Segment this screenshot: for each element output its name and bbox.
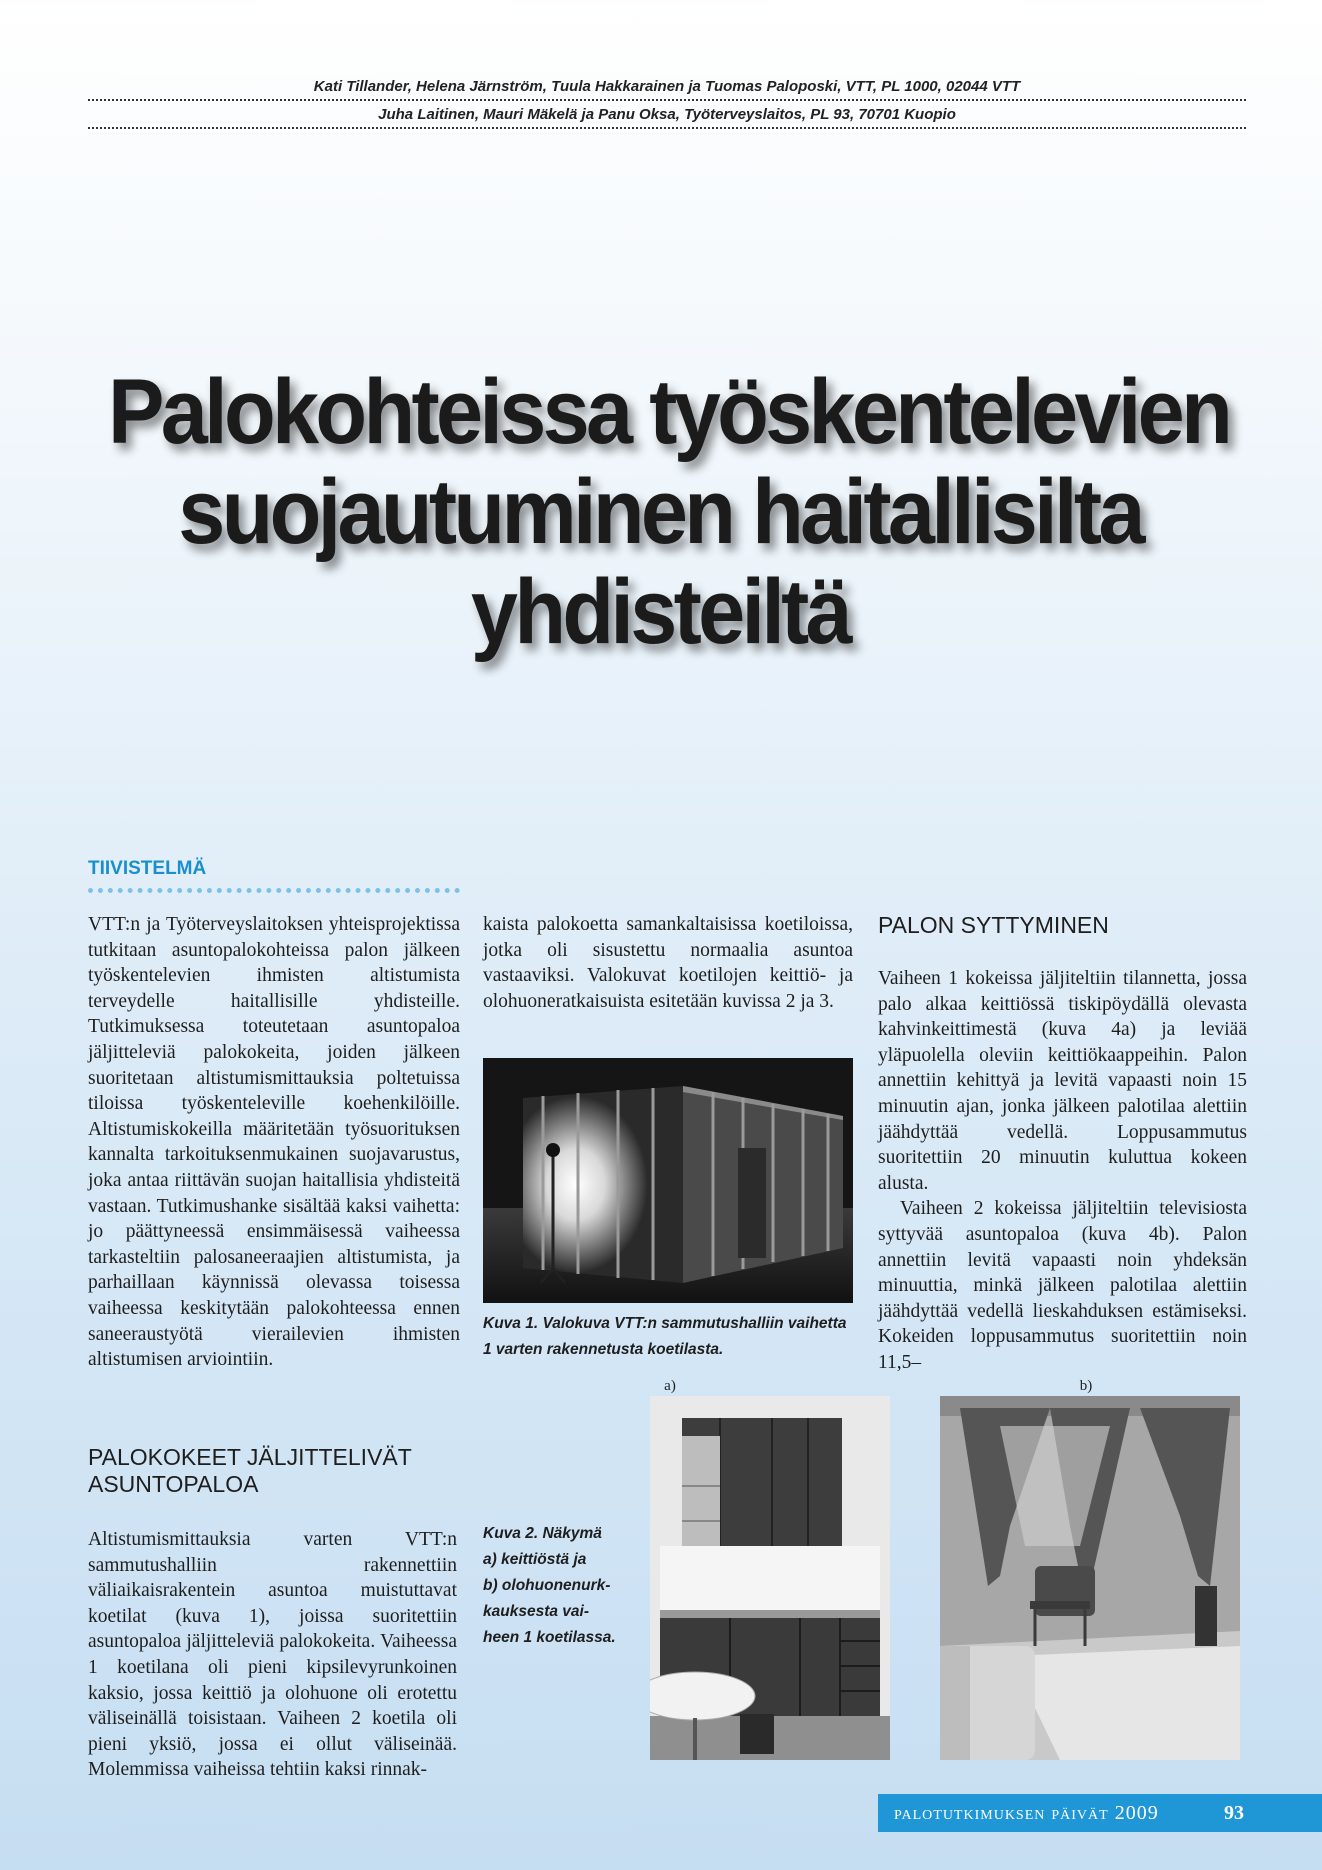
figure-2-caption-line-1: Kuva 2. Näkymä: [483, 1525, 602, 1542]
figure-2b-label: b): [1079, 1378, 1093, 1394]
palon-syttyminen-text: [878, 966, 1247, 1376]
palon-syttyminen-heading: PALON SYTTYMINEN: [878, 912, 1109, 938]
figure-2a-label: a): [664, 1378, 676, 1394]
figure-2-caption-line-5: heen 1 koetilassa.: [483, 1629, 616, 1646]
figure-2b-living-room-photo: [940, 1396, 1240, 1760]
author-line-2: Juha Laitinen, Mauri Mäkelä ja Panu Oksa, Työterveyslaitos, PL 93, 70701 Kuopio: [88, 105, 1246, 129]
page-number: 93: [1224, 1802, 1244, 1824]
figure-2-caption-line-2: a) keittiöstä ja: [483, 1551, 587, 1568]
title-line-3: yhdisteiltä: [470, 561, 850, 663]
figure-1-photo: [483, 1058, 853, 1303]
palokokeet-paragraph: Altistumismittauksia varten VTT:n sammutushalliin rakennettiin väliaikaisrakentein asuntoa muistuttavat koetilat (kuva 1), joissa suoritettiin asuntopaloa jäljitteleviä palokokeita. Vaiheessa 1 koetilana oli pieni kipsilevyrunkoinen kaksio, jossa keittiö ja olohuone oli erotettu väliseinällä toisistaan. Vaiheen 2 koetila oli pieni yksiö, jossa ei ollut väliseinää. Molemmissa vaiheissa tehtiin kaksi rinnak-: [88, 1529, 457, 1781]
figure-2-caption-line-4: kauksesta vai-: [483, 1603, 589, 1620]
palokokeet-heading-line-1: PALOKOKEET JÄLJITTELIVÄT: [88, 1444, 412, 1470]
palon-paragraph-1: Vaiheen 1 kokeissa jäljiteltiin tilannetta, jossa palo alkaa keittiössä tiskipöydällä olevasta kahvinkeittimestä (kuva 4a) ja leviää yläpuolella oleviin keittiökaappeihin. Palon annettiin kehittyä ja levitä vapaasti noin 15 minuutin ajan, jonka jälkeen palotilaa alettiin jäähdyttää vedellä. Loppusammutus suoritettiin 20 minuutin kuluttua kokeen alusta.: [878, 968, 1247, 1194]
author-block: [88, 77, 1246, 133]
title-line-1: Palokohteissa työskentelevien: [108, 361, 1230, 463]
footer-publication: palotutkimuksen päivät 2009: [894, 1802, 1159, 1824]
author-line-1: Kati Tillander, Helena Järnström, Tuula Hakkarainen ja Tuomas Paloposki, VTT, PL 1000, 02044 VTT: [88, 77, 1246, 101]
figure-1-caption-line-2: 1 varten rakennetusta koetilasta.: [483, 1341, 724, 1358]
abstract-heading: TIIVISTELMÄ: [88, 858, 460, 893]
figure-2a-kitchen-photo: [650, 1396, 890, 1760]
article-title: [108, 361, 1230, 663]
palokokeet-heading-line-2: ASUNTOPALOA: [88, 1471, 259, 1497]
abstract-paragraph: VTT:n ja Työterveyslaitoksen yhteisprojektissa tutkitaan asuntopalokohteissa palon jälkeen työskentelevien ihmisten altistumista terveydelle haitallisille yhdisteille. Tutkimuksessa toteutetaan asuntopaloa jäljitteleviä palokokeita, joiden jälkeen suoritetaan altistumismittauksia poltetuissa tiloissa työskenteleville koehenkilöille. Altistumiskokeilla määritetään työsuorituksen kannalta tarkoituksenmukainen suojavarustus, joka antaa riittävän suojan haitallisia yhdisteitä vastaan. Tutkimushanke sisältää kaksi vaihetta: jo päättyneessä ensimmäisessä vaiheessa tarkasteltiin palosaneeraajien altistumista, ja parhaillaan käynnissä olevassa toisessa vaiheessa keskitytään palokohteessa ennen saneeraustyötä vierailevien ihmisten altistumisen arviointiin.: [88, 914, 460, 1371]
footer-bar: [878, 1794, 1322, 1832]
palokokeet-text: [88, 1527, 457, 1783]
figure-2-caption-line-3: b) olohuonenurk-: [483, 1577, 611, 1594]
column-2-paragraph: kaista palokoetta samankaltaisissa koetiloissa, jotka oli sisustettu normaalia asuntoa vastaaviksi. Valokuvat koetilojen keittiö- ja olohuoneratkaisuista esitetään kuvissa 2 ja 3.: [483, 914, 853, 1012]
figure-2-caption: [483, 1521, 633, 1651]
column-2-text: [483, 912, 853, 1014]
figure-1-caption: [483, 1311, 863, 1363]
figure-1-caption-line-1: Kuva 1. Valokuva VTT:n sammutushalliin vaihetta: [483, 1315, 847, 1332]
palokokeet-heading: [88, 1444, 468, 1498]
title-line-2: suojautuminen haitallisilta: [178, 461, 1142, 563]
abstract-text: [88, 912, 460, 1373]
palon-paragraph-2: Vaiheen 2 kokeissa jäljiteltiin televisiosta syttyvää asuntopaloa (kuva 4b). Palon annettiin levitä vapaasti noin yhdeksän minuuttia, minkä jälkeen palotilaa alettiin jäähdyttää vedellä lieskahduksen estämiseksi. Kokeiden loppusammutus suoritettiin noin 11,5–: [878, 1198, 1247, 1373]
